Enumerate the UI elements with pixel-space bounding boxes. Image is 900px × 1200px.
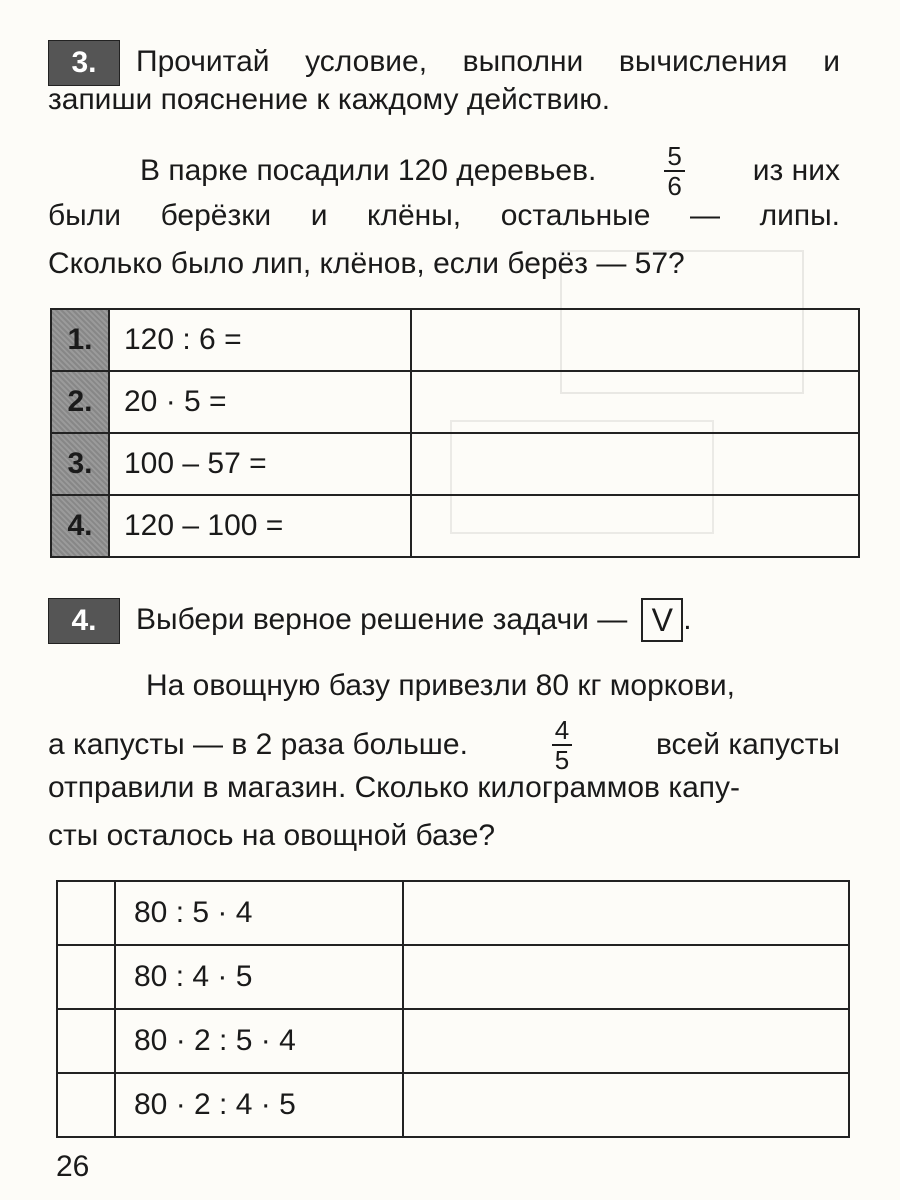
check-mark-box: V (641, 598, 683, 642)
task-4-instruction (136, 598, 692, 642)
answer-cell[interactable] (411, 433, 859, 495)
fraction-numerator: 4 (552, 716, 572, 746)
fraction-denominator: 5 (554, 745, 570, 775)
step-number: 1. (51, 309, 109, 371)
word: берёзки (160, 199, 272, 232)
word: липы. (759, 199, 840, 232)
fraction-denominator: 6 (667, 171, 682, 201)
problem-text: всей капусты (655, 728, 840, 761)
step-expression: 120 – 100 = (109, 495, 411, 557)
task-4-problem-line1: На овощную базу привезли 80 кг моркови, (146, 669, 735, 702)
word: остальные (500, 199, 651, 232)
table-row (57, 1073, 849, 1137)
answer-cell[interactable] (403, 945, 849, 1009)
fraction-four-fifths (552, 716, 572, 774)
word: — (690, 199, 720, 232)
word: выполни (462, 45, 584, 78)
table-row (57, 881, 849, 945)
word: были (48, 199, 122, 232)
table-row (51, 309, 859, 371)
task-4-table (56, 880, 850, 1138)
table-row (51, 495, 859, 557)
problem-text: а капусты — в 2 раза больше. (48, 728, 468, 761)
choice-check-cell[interactable] (57, 1009, 115, 1073)
task-4-problem-line2 (48, 716, 840, 774)
solution-expression: 80 : 4 · 5 (115, 945, 403, 1009)
word: вычисления (618, 45, 788, 78)
task-3-problem-line2 (48, 196, 840, 236)
fraction-five-sixths (664, 142, 684, 200)
solution-expression: 80 · 2 : 5 · 4 (115, 1009, 403, 1073)
answer-cell[interactable] (411, 495, 859, 557)
choice-check-cell[interactable] (57, 1073, 115, 1137)
answer-cell[interactable] (403, 1009, 849, 1073)
step-number: 2. (51, 371, 109, 433)
task-3-instruction-line1 (136, 42, 840, 82)
instruction-text: Выбери верное решение задачи — (136, 603, 628, 636)
word: и (310, 199, 328, 232)
task-4-badge: 4. (48, 598, 120, 644)
problem-text: В парке посадили 120 деревьев. (140, 154, 597, 187)
word: Прочитай (136, 45, 270, 78)
answer-cell[interactable] (403, 1073, 849, 1137)
step-expression: 100 – 57 = (109, 433, 411, 495)
task-3-badge: 3. (48, 40, 120, 86)
solution-expression: 80 · 2 : 4 · 5 (115, 1073, 403, 1137)
choice-check-cell[interactable] (57, 945, 115, 1009)
table-row (57, 945, 849, 1009)
task-3-table (50, 308, 860, 558)
word: клёны, (367, 199, 462, 232)
task-4-problem-line3: отправили в магазин. Сколько килограммов капу- (48, 771, 741, 804)
answer-cell[interactable] (403, 881, 849, 945)
step-number: 3. (51, 433, 109, 495)
task-3-problem-line1 (140, 142, 840, 200)
answer-cell[interactable] (411, 371, 859, 433)
instruction-period: . (683, 603, 692, 636)
step-expression: 20 · 5 = (109, 371, 411, 433)
answer-cell[interactable] (411, 309, 859, 371)
solution-expression: 80 : 5 · 4 (115, 881, 403, 945)
task-4-problem-line4: сты осталось на овощной базе? (48, 819, 496, 852)
word: условие, (305, 45, 428, 78)
fraction-numerator: 5 (664, 142, 684, 172)
task-3-instruction-line2: запиши пояснение к каждому действию. (48, 83, 611, 116)
step-number: 4. (51, 495, 109, 557)
table-row (51, 371, 859, 433)
problem-text: из них (752, 154, 840, 187)
choice-check-cell[interactable] (57, 881, 115, 945)
word: и (823, 45, 840, 78)
table-row (57, 1009, 849, 1073)
table-row (51, 433, 859, 495)
step-expression: 120 : 6 = (109, 309, 411, 371)
page-number: 26 (56, 1150, 90, 1183)
task-3-problem-line3: Сколько было лип, клёнов, если берёз — 57? (48, 247, 685, 280)
